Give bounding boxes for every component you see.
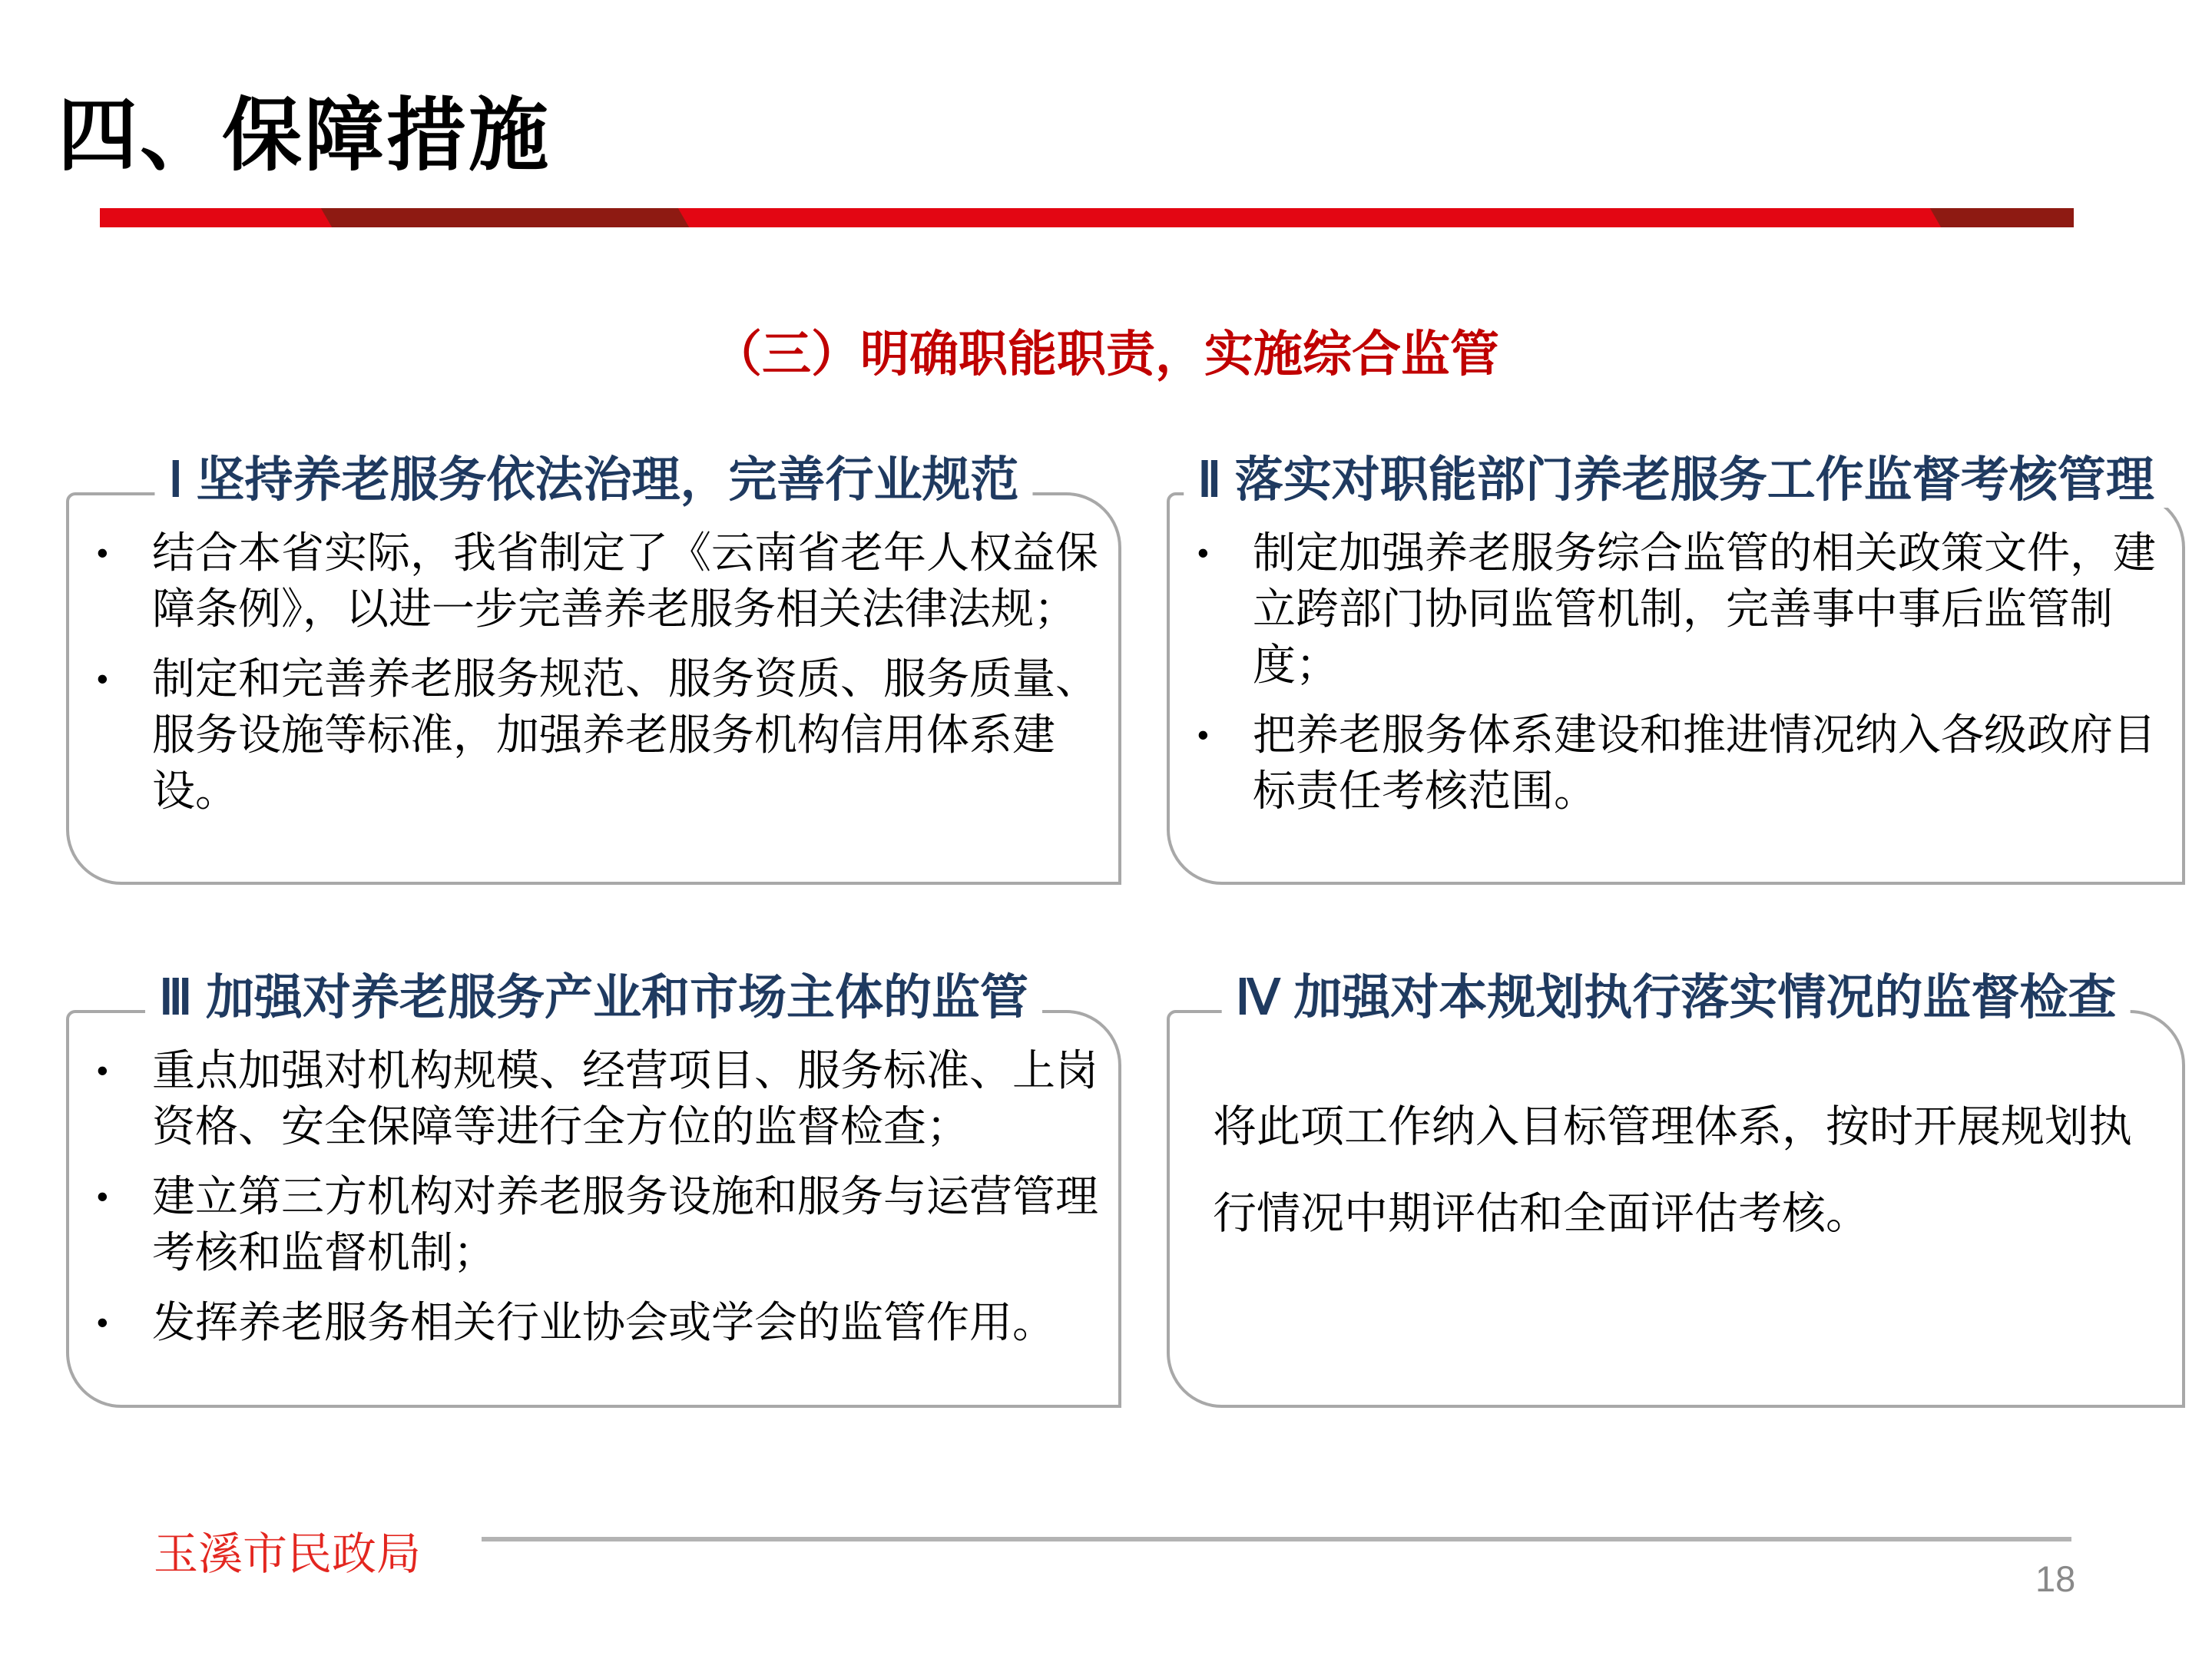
bullet-dot-icon: • — [1197, 717, 1209, 753]
box-4-body: 将此项工作纳入目标管理体系，按时开展规划执行情况中期评估和全面评估考核。 — [1213, 1102, 2132, 1238]
info-box-4 — [1167, 971, 2185, 1408]
bullet-dot-icon: • — [97, 1052, 108, 1088]
bullet-text: 发挥养老服务相关行业协会或学会的监管作用。 — [152, 1298, 1055, 1346]
accent-stripe — [100, 208, 2074, 227]
accent-stripe-dark-segment — [1930, 208, 2074, 227]
bullet-text: 结合本省实际，我省制定了《云南省老年人权益保障条例》，以进一步完善养老服务相关法律法规； — [152, 528, 1098, 633]
bullet-text: 建立第三方机构对养老服务设施和服务与运营管理考核和监督机制； — [152, 1172, 1098, 1277]
section-subtitle: （三）明确职能职责，实施综合监管 — [713, 326, 1499, 382]
bullet-text: 重点加强对机构规模、经营项目、服务标准、上岗资格、安全保障等进行全方位的监督检查； — [152, 1046, 1098, 1151]
bullet-text: 制定和完善养老服务规范、服务资质、服务质量、服务设施等标准，加强养老服务机构信用体系建设。 — [152, 654, 1098, 815]
box-1-list — [69, 525, 1118, 819]
box-4-header: Ⅳ 加强对本规划执行落实情况的监督检查 — [1222, 971, 2131, 1025]
accent-stripe-dark-segment — [321, 208, 689, 227]
box-3-header: Ⅲ 加强对养老服务产业和市场主体的监管 — [145, 971, 1042, 1025]
box-2-header: Ⅱ 落实对职能部门养老服务工作监督考核管理 — [1184, 453, 2168, 508]
footer-org-name: 玉溪市民政局 — [154, 1529, 422, 1579]
bullet-item — [69, 651, 1101, 819]
bullet-item — [69, 1042, 1101, 1154]
bullet-dot-icon: • — [97, 661, 108, 697]
box-1-header: Ⅰ 坚持养老服务依法治理，完善行业规范 — [154, 453, 1032, 508]
bullet-item — [69, 525, 1101, 637]
box-3-list — [69, 1042, 1118, 1350]
info-box-3 — [66, 971, 1121, 1408]
slide-title: 四、保障措施 — [58, 91, 551, 180]
info-box-2 — [1167, 453, 2185, 885]
bullet-text: 制定加强养老服务综合监管的相关政策文件，建立跨部门协同监管机制，完善事中事后监管制度； — [1253, 528, 2156, 689]
bullet-dot-icon: • — [1197, 535, 1209, 571]
bullet-dot-icon: • — [97, 1178, 108, 1214]
info-box-1 — [66, 453, 1121, 885]
footer-divider-line — [482, 1537, 2071, 1541]
bullet-item — [1170, 707, 2165, 819]
bullet-text: 把养老服务体系建设和推进情况纳入各级政府目标责任考核范围。 — [1253, 710, 2156, 815]
bullet-dot-icon: • — [97, 1304, 108, 1340]
bullet-dot-icon: • — [97, 535, 108, 571]
page-number: 18 — [2035, 1558, 2076, 1599]
box-2-list — [1170, 525, 2182, 819]
bullet-item — [69, 1294, 1101, 1350]
bullet-item — [1170, 525, 2165, 693]
bullet-item — [69, 1168, 1101, 1280]
